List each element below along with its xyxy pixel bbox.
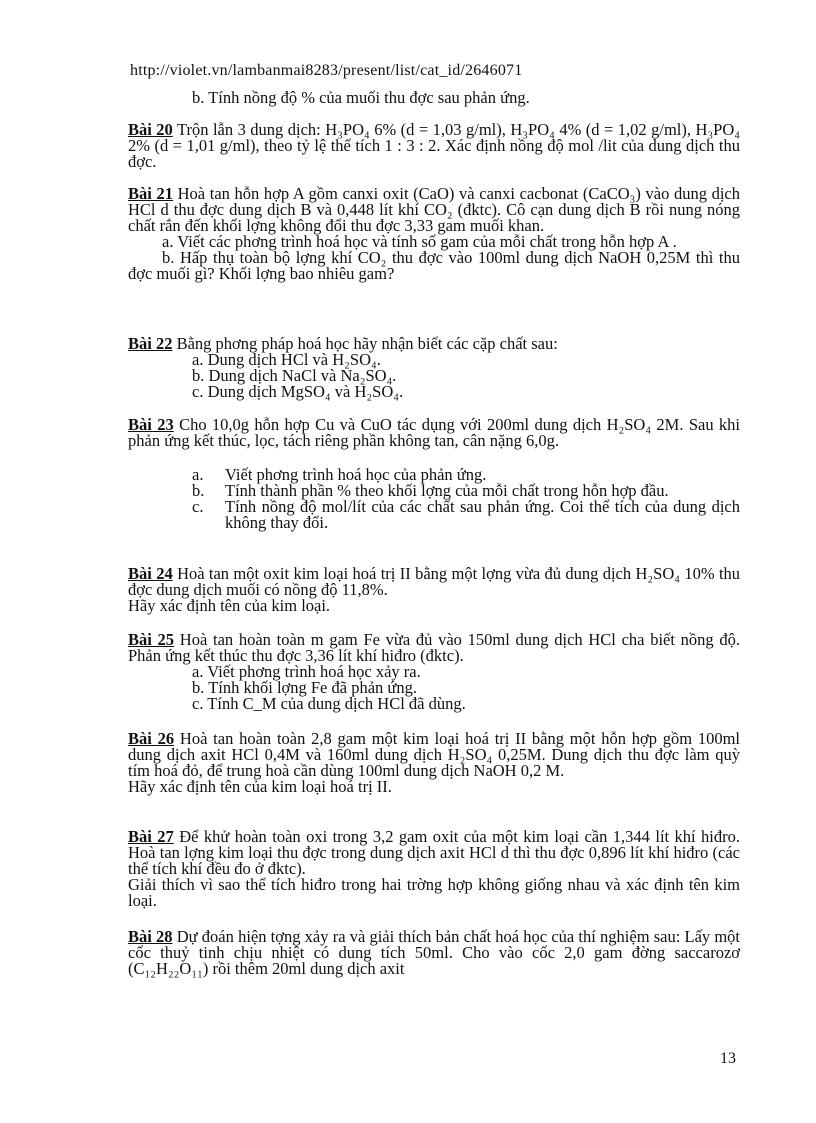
header-url: http://violet.vn/lambanmai8283/present/list/cat_id/2646071: [130, 62, 523, 79]
exercise-23: [128, 417, 740, 449]
exercise-23-item-b-label: b.: [192, 481, 205, 500]
exercise-26-text: Hoà tan hoàn toàn 2,8 gam một kim loại hoá trị II bằng một hỗn hợp gồm 100ml dung dịch axit HCl 0,4M và 160ml dung dịch H₂SO₄ 0,25M. Dung dịch thu đợc làm quỳ tím hoá đỏ, để trung hoà cần dùng 100ml dung dịch NaOH 0,2 M.: [128, 729, 741, 780]
exercise-20-title: Bài 20: [128, 120, 173, 139]
exercise-26: [128, 731, 740, 795]
exercise-21-part-b: b. Hấp thụ toàn bộ lợng khí CO₂ thu đợc vào 100ml dung dịch NaOH 0,25M thì thu đợc muối gì? Khối lợng bao nhiêu gam?: [128, 248, 740, 283]
exercise-23-item-c-label: c.: [192, 497, 204, 516]
exercise-25-items: [192, 664, 466, 712]
exercise-25-item-a: a. Viết phơng trình hoá học xảy ra.: [192, 662, 421, 681]
exercise-20-text: Trộn lẫn 3 dung dịch: H₃PO₄ 6% (d = 1,03 g/ml), H₃PO₄ 4% (d = 1,02 g/ml), H₃PO₄ 2% (d = 1,01 g/ml), theo tỷ lệ thể tích 1 : 3 : 2. Xác định nồng độ mol /lit của dung dịch thu đợc.: [128, 120, 740, 171]
exercise-20: [128, 122, 740, 170]
page-number: 13: [720, 1050, 736, 1067]
exercise-21-title: Bài 21: [128, 184, 173, 203]
exercise-24-title: Bài 24: [128, 564, 173, 583]
exercise-28-title: Bài 28: [128, 927, 173, 946]
exercise-27: [128, 829, 740, 909]
exercise-26-title: Bài 26: [128, 729, 175, 748]
exercise-21-text: Hoà tan hỗn hợp A gồm canxi oxit (CaO) và canxi cacbonat (CaCO₃) vào dung dịch HCl d thu đợc dung dịch B và 0,448 lít khí CO₂ (đktc). Cô cạn dung dịch B rồi nung nóng chất rắn đến khối lợng không đổi thu đợc 3,33 gam muối khan.: [128, 184, 741, 235]
exercise-24-text: Hoà tan một oxit kim loại hoá trị II bằng một lợng vừa đủ dung dịch H₂SO₄ 10% thu đợc dung dịch muối có nồng độ 11,8%.: [128, 564, 741, 599]
exercise-21: [128, 186, 740, 282]
exercise-22-text: Bằng phơng pháp hoá học hãy nhận biết các cặp chất sau:: [176, 334, 558, 353]
exercise-23-item-a-text: Viết phơng trình hoá học của phản ứng.: [225, 465, 487, 484]
exercise-22-item-c: c. Dung dịch MgSO₄ và H₂SO₄.: [192, 382, 404, 401]
exercise-21-part-a: a. Viết các phơng trình hoá học và tính số gam của mỗi chất trong hỗn hợp A .: [162, 232, 677, 251]
exercise-23-item-a-label: a.: [192, 465, 204, 484]
exercise-23-item-b-text: Tính thành phần % theo khối lợng của mỗi chất trong hỗn hợp đầu.: [225, 481, 669, 500]
exercise-24: [128, 566, 740, 614]
exercise-23-text: Cho 10,0g hỗn hợp Cu và CuO tác dụng với 200ml dung dịch H₂SO₄ 2M. Sau khi phản ứng kết thúc, lọc, tách riêng phần không tan, cân nặng 6,0g.: [128, 415, 741, 450]
exercise-27-title: Bài 27: [128, 827, 174, 846]
exercise-23-items: [192, 467, 740, 531]
exercise-22-title: Bài 22: [128, 334, 173, 353]
exercise-27-text: Để khử hoàn toàn oxi trong 3,2 gam oxit của một kim loại cần 1,344 lít khí hiđro. Hoà tan lợng kim loại thu đợc trong dung dịch axit HCl d thì thu đợc 0,896 lít khí hiđro (các thể tích khí đều đo ở đktc).: [128, 827, 740, 878]
exercise-28: [128, 929, 740, 977]
exercise-27-question: Giải thích vì sao thể tích hiđro trong hai trờng hợp không giống nhau và xác định tên kim loại.: [128, 875, 740, 910]
exercise-24-question: Hãy xác định tên của kim loại.: [128, 596, 331, 615]
exercise-25-item-c: c. Tính C_M của dung dịch HCl đã dùng.: [192, 694, 466, 713]
exercise-25-item-b: b. Tính khối lợng Fe đã phản ứng.: [192, 678, 417, 697]
exercise-22-items: [192, 352, 403, 400]
previous-question-b: b. Tính nồng độ % của muối thu đợc sau phản ứng.: [192, 88, 530, 107]
exercise-28-text: Dự đoán hiện tợng xảy ra và giải thích bản chất hoá học của thí nghiệm sau: Lấy một cốc thuỷ tinh chịu nhiệt có dung tích 50ml. Cho vào cốc 2,0 gam đờng saccarozơ (C₁₂H₂₂O₁₁) rồi thêm 20ml dung dịch axit: [128, 927, 741, 978]
exercise-25-title: Bài 25: [128, 630, 175, 649]
exercise-22-item-a: a. Dung dịch HCl và H₂SO₄.: [192, 350, 381, 369]
exercise-25: [128, 632, 740, 664]
exercise-23-item-c: [192, 499, 740, 531]
exercise-22-item-b: b. Dung dịch NaCl và Na₂SO₄.: [192, 366, 397, 385]
exercise-25-text: Hoà tan hoàn toàn m gam Fe vừa đủ vào 150ml dung dịch HCl cha biết nồng độ. Phản ứng kết thúc thu đợc 3,36 lít khí hiđro (đktc).: [128, 630, 740, 665]
exercise-23-title: Bài 23: [128, 415, 174, 434]
exercise-23-item-c-text: Tính nồng độ mol/lít của các chất sau phản ứng. Coi thể tích của dung dịch không thay đổi.: [225, 497, 740, 532]
exercise-26-question: Hãy xác định tên của kim loại hoá trị II.: [128, 777, 392, 796]
